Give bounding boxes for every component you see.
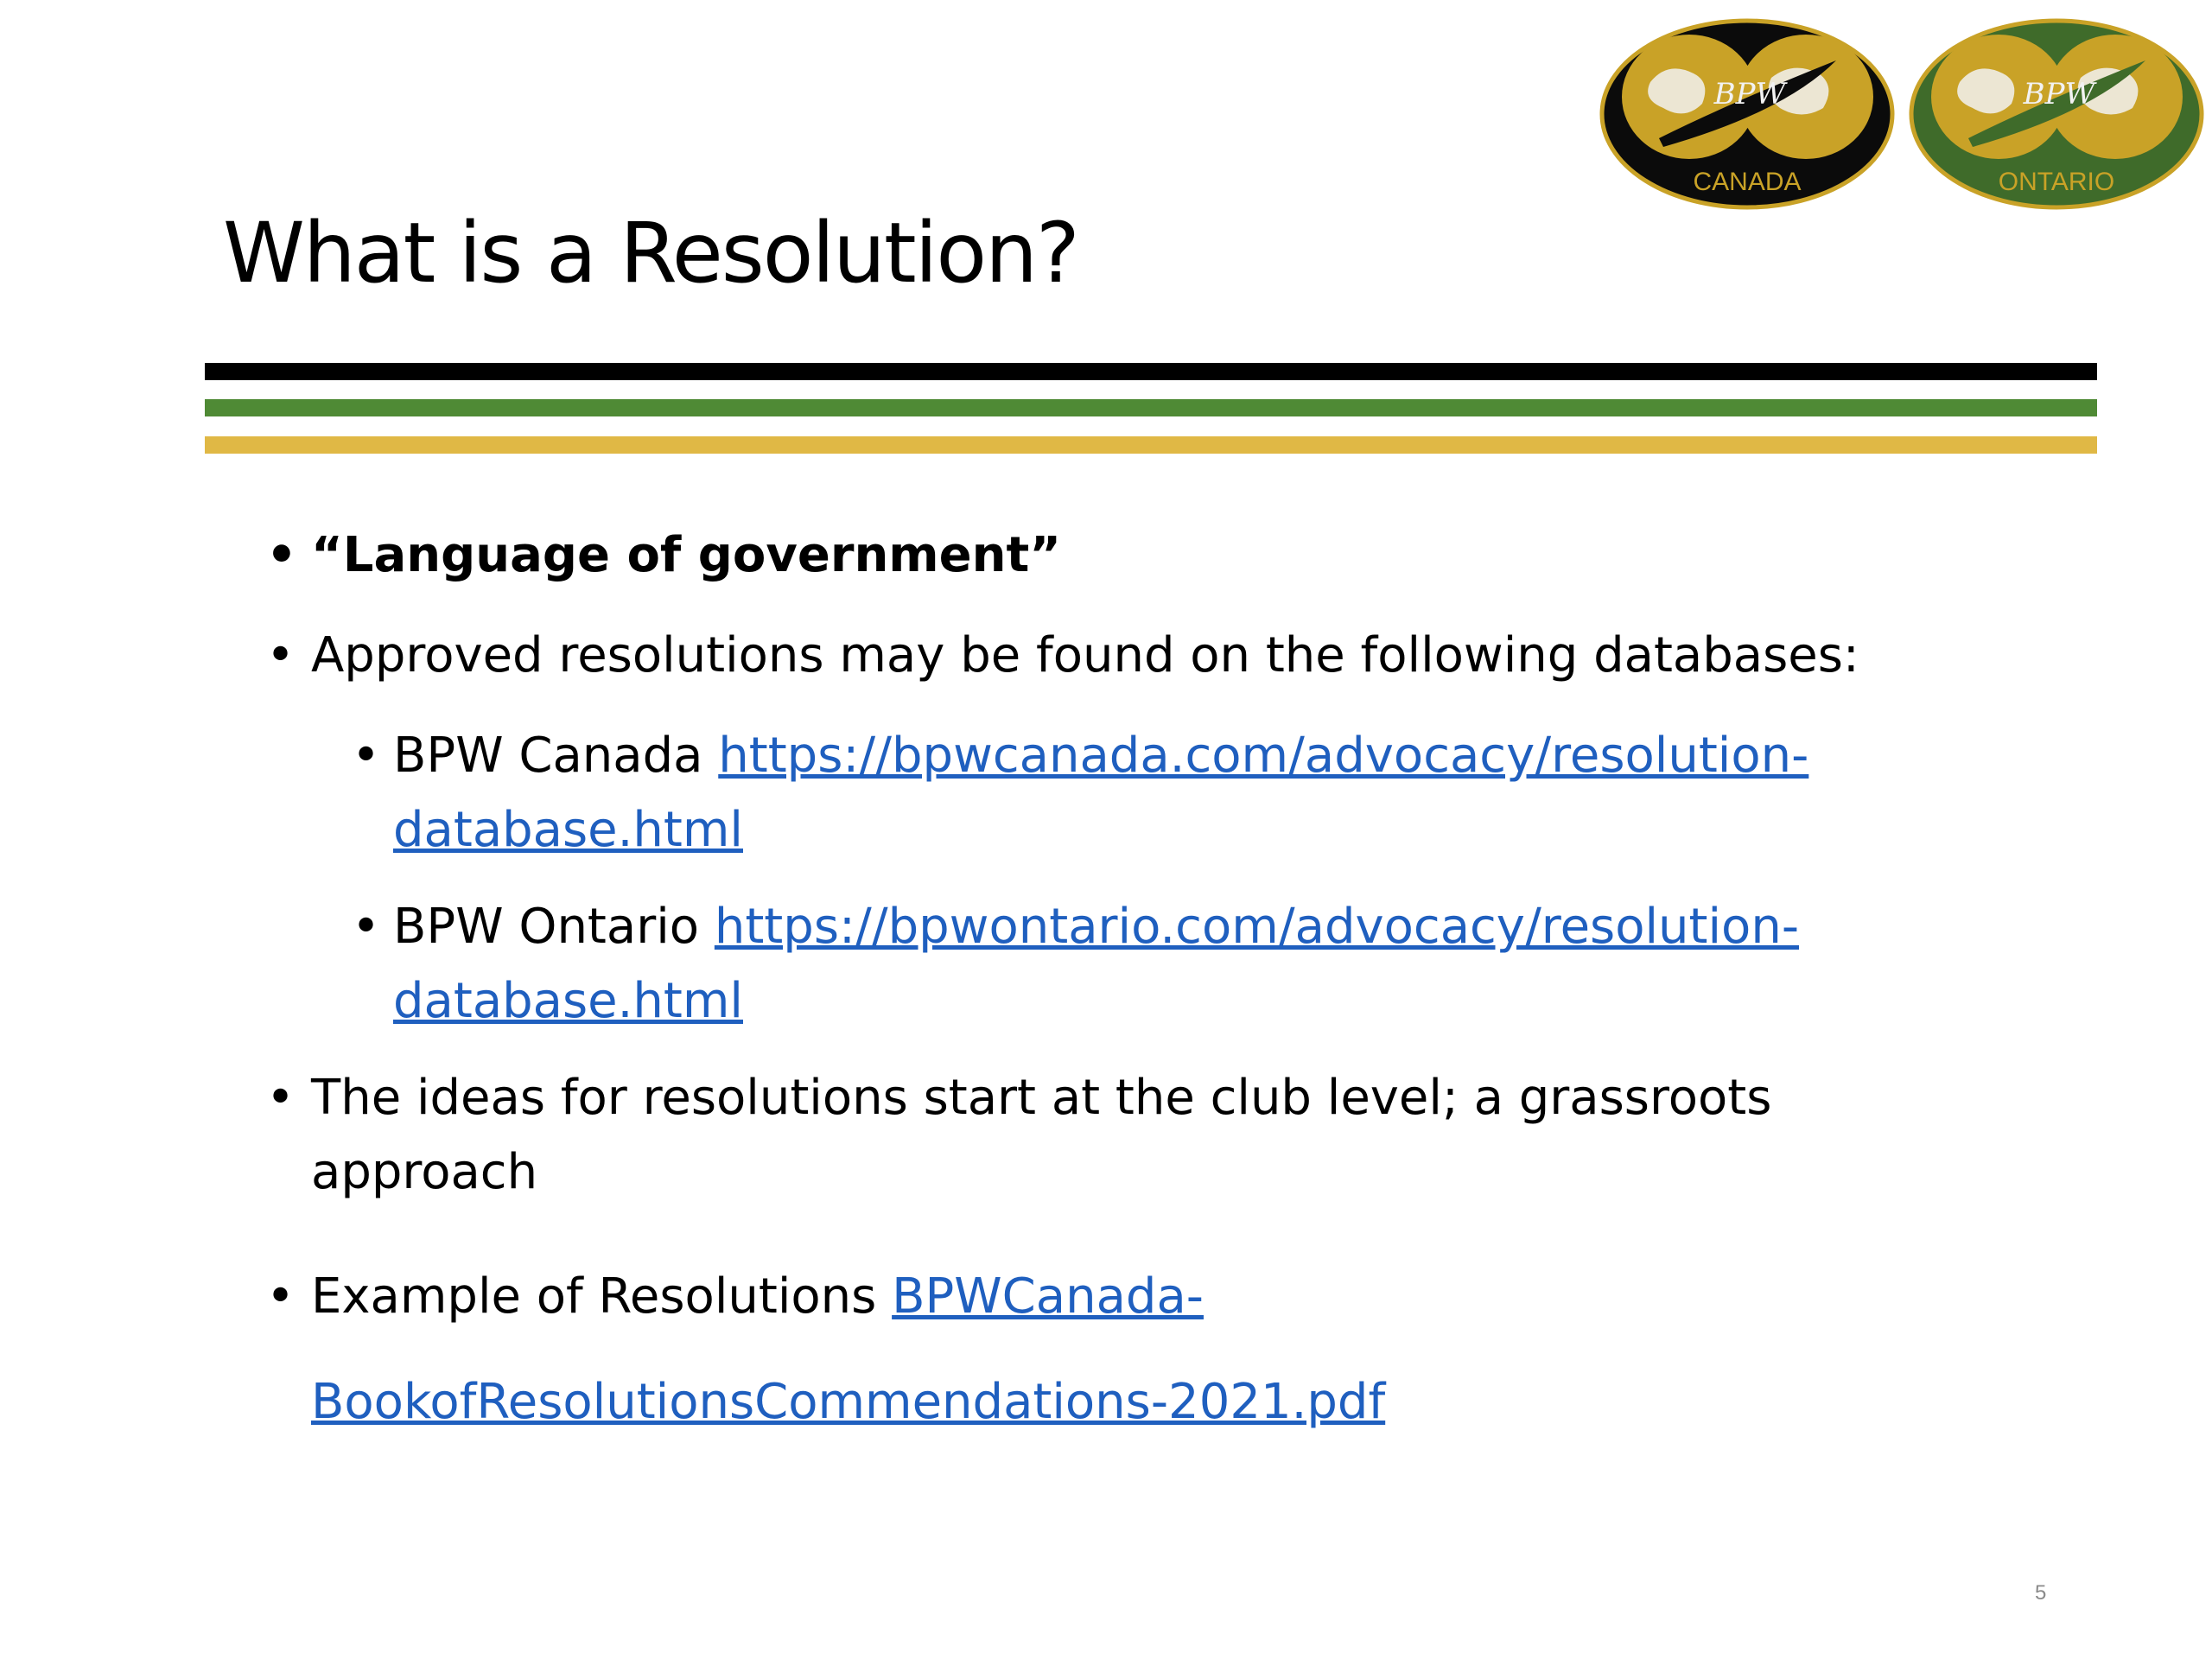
bullet-example-resolutions	[259, 1244, 1987, 1455]
book-of-resolutions-link[interactable]: BPWCanada-BookofResolutionsCommendations-2021.pdf	[311, 1268, 1386, 1430]
bullet-icon: •	[266, 527, 297, 583]
logos	[1599, 17, 2203, 225]
divider-gold	[205, 436, 2097, 454]
divider-black	[205, 363, 2097, 380]
bpw-canada-label: CANADA	[1693, 168, 1802, 196]
bullet-text: Example of Resolutions	[311, 1268, 893, 1325]
bpw-canada-database-link[interactable]: https://bpwcanada.com/advocacy/resolution-database.html	[393, 728, 1809, 858]
bpw-ontario-logo	[1908, 17, 2206, 212]
bullet-icon: •	[266, 1268, 296, 1325]
divider-green	[205, 399, 2097, 416]
slide-title: What is a Resolution?	[223, 205, 1078, 302]
bpw-ontario-emblem-text: BPW	[2023, 77, 2095, 111]
bullet-language-of-government	[259, 518, 1987, 593]
bullet-approved-resolutions	[259, 619, 1987, 693]
bullet-text: “Language of government”	[311, 527, 1062, 583]
bpw-ontario-database-link[interactable]: https://bpwontario.com/advocacy/resolution-database.html	[393, 899, 1800, 1029]
bullet-text: Approved resolutions may be found on the following databases:	[311, 627, 1859, 683]
page-number: 5	[2035, 1581, 2047, 1605]
bullet-ideas-grassroots	[259, 1061, 1987, 1210]
bullet-list	[259, 518, 1987, 1455]
bullet-icon: •	[266, 627, 296, 683]
bullet-icon: •	[352, 728, 381, 784]
bullet-icon: •	[352, 899, 381, 955]
bpw-ontario-label: ONTARIO	[1998, 168, 2115, 196]
sub-bullet-label: BPW Ontario	[393, 899, 715, 955]
bullet-icon: •	[266, 1070, 296, 1126]
sub-bullet-bpw-canada	[352, 719, 1987, 868]
sub-bullet-label: BPW Canada	[393, 728, 719, 784]
bpw-canada-logo	[1599, 17, 1897, 212]
bpw-canada-emblem-text: BPW	[1713, 77, 1786, 111]
bullet-text: The ideas for resolutions start at the club level; a grassroots approach	[311, 1070, 1772, 1200]
sub-bullet-bpw-ontario	[352, 890, 1987, 1039]
